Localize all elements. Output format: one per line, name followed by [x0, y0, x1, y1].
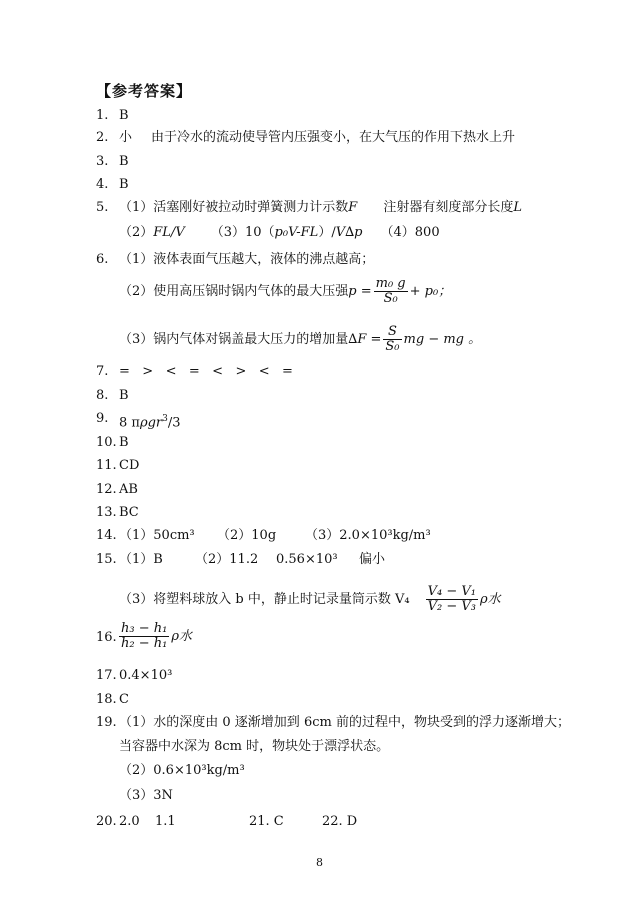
- item-number: 1.: [96, 108, 109, 123]
- answer-text: CD: [119, 458, 140, 473]
- answer-text: BC: [119, 505, 139, 520]
- answer-6-line-3: （3）锅内气体对锅盖最大压力的增加量∆F = $\frac{S}{\text{S₀}}$ mg − mg 。: [119, 324, 482, 354]
- answer-text: $\frac{\text{h₃ − h₁}}{\text{h₂ − h₁}}$ ρ水: [121, 621, 192, 651]
- item-number: 13.: [96, 505, 117, 520]
- answer-text: C: [119, 692, 129, 707]
- answer-text: （1）液体表面气压越大，液体的沸点越高；: [119, 252, 375, 267]
- page-number: 8: [316, 856, 323, 869]
- answer-text: B: [119, 154, 129, 169]
- answer-text: B: [119, 108, 129, 123]
- item-number: 18.: [96, 692, 117, 707]
- answer-22: 22. D: [322, 814, 358, 829]
- answer-text: B: [119, 177, 129, 192]
- answer-text: （2）11.2: [195, 552, 259, 567]
- answer-text: （1）B: [119, 552, 163, 567]
- item-number: 4.: [96, 177, 109, 192]
- answer-text: 1.1: [155, 814, 176, 829]
- item-number: 11.: [96, 458, 117, 473]
- item-number: 15.: [96, 552, 117, 567]
- answer-15-line-2: （3）将塑料球放入 b 中，静止时记录量筒示数 V₄ $\frac{\text{V₄ − V₁}}{\text{V₂ − V₃}}$ ρ水: [119, 584, 501, 614]
- answer-text: （1）活塞刚好被拉动时弹簧测力计示数F 注射器有刻度部分长度L: [119, 200, 522, 215]
- formula-fraction: $\frac{\text{h₃ − h₁}}{\text{h₂ − h₁}}$: [121, 621, 168, 651]
- page-title: 【参考答案】: [96, 82, 193, 100]
- answer-text: （2）10g: [217, 528, 277, 543]
- answer-text: B: [119, 388, 129, 403]
- answer-explanation: 由于冷水的流动使导管内压强变小，在大气压的作用下热水上升: [151, 130, 516, 145]
- formula-fraction: $\frac{\text{m₀ g}}{\text{S₀}}$: [375, 276, 406, 306]
- answer-19-line-2: 当容器中水深为 8cm 时，物块处于漂浮状态。: [119, 739, 390, 754]
- item-number: 19.: [96, 715, 117, 730]
- item-number: 12.: [96, 482, 117, 497]
- formula-fraction: $\frac{\text{V₄ − V₁}}{\text{V₂ − V₃}}$: [427, 584, 476, 614]
- item-number: 20.: [96, 814, 117, 829]
- answer-text: 偏小: [359, 552, 386, 567]
- answer-text: （1）50cm³: [119, 528, 195, 543]
- item-number: 16.: [96, 630, 117, 645]
- item-number: 3.: [96, 154, 109, 169]
- answer-19-line-3: （2）0.6×10³kg/m³: [119, 763, 245, 778]
- answer-5-line-2: （2）FL/V （3）10（p₀V-FL）/V∆p （4）800: [119, 225, 440, 240]
- answer-text: 0.4×10³: [119, 668, 173, 683]
- answer-21: 21. C: [249, 814, 284, 829]
- answer-text: B: [119, 435, 129, 450]
- item-number: 2.: [96, 130, 109, 145]
- item-number: 8.: [96, 388, 109, 403]
- formula-fraction: $\frac{S}{\text{S₀}}$: [385, 324, 400, 354]
- answer-6-line-2: （2）使用高压锅时锅内气体的最大压强p = $\frac{\text{m₀ g}}{\text{S₀}}$ + p₀；: [119, 276, 452, 306]
- answer-text: 0.56×10³: [276, 552, 338, 567]
- answer-text: 小: [119, 130, 133, 145]
- item-number: 17.: [96, 668, 117, 683]
- answer-text: 2.0: [119, 814, 140, 829]
- item-number: 14.: [96, 528, 117, 543]
- answer-text: （1）水的深度由 0 逐渐增加到 6cm 前的过程中，物块受到的浮力逐渐增大；: [119, 715, 570, 730]
- item-number: 9.: [96, 411, 109, 426]
- item-number: 10.: [96, 435, 117, 450]
- item-number: 5.: [96, 200, 109, 215]
- answer-text: AB: [119, 482, 138, 497]
- item-number: 6.: [96, 252, 109, 267]
- item-number: 7.: [96, 364, 109, 379]
- answer-19-line-4: （3）3N: [119, 788, 173, 803]
- answer-text: 8 πρgr$^3$/3: [119, 414, 181, 431]
- answer-text: （3）2.0×10³kg/m³: [305, 528, 431, 543]
- answer-text: = > < = < > < =: [119, 364, 293, 379]
